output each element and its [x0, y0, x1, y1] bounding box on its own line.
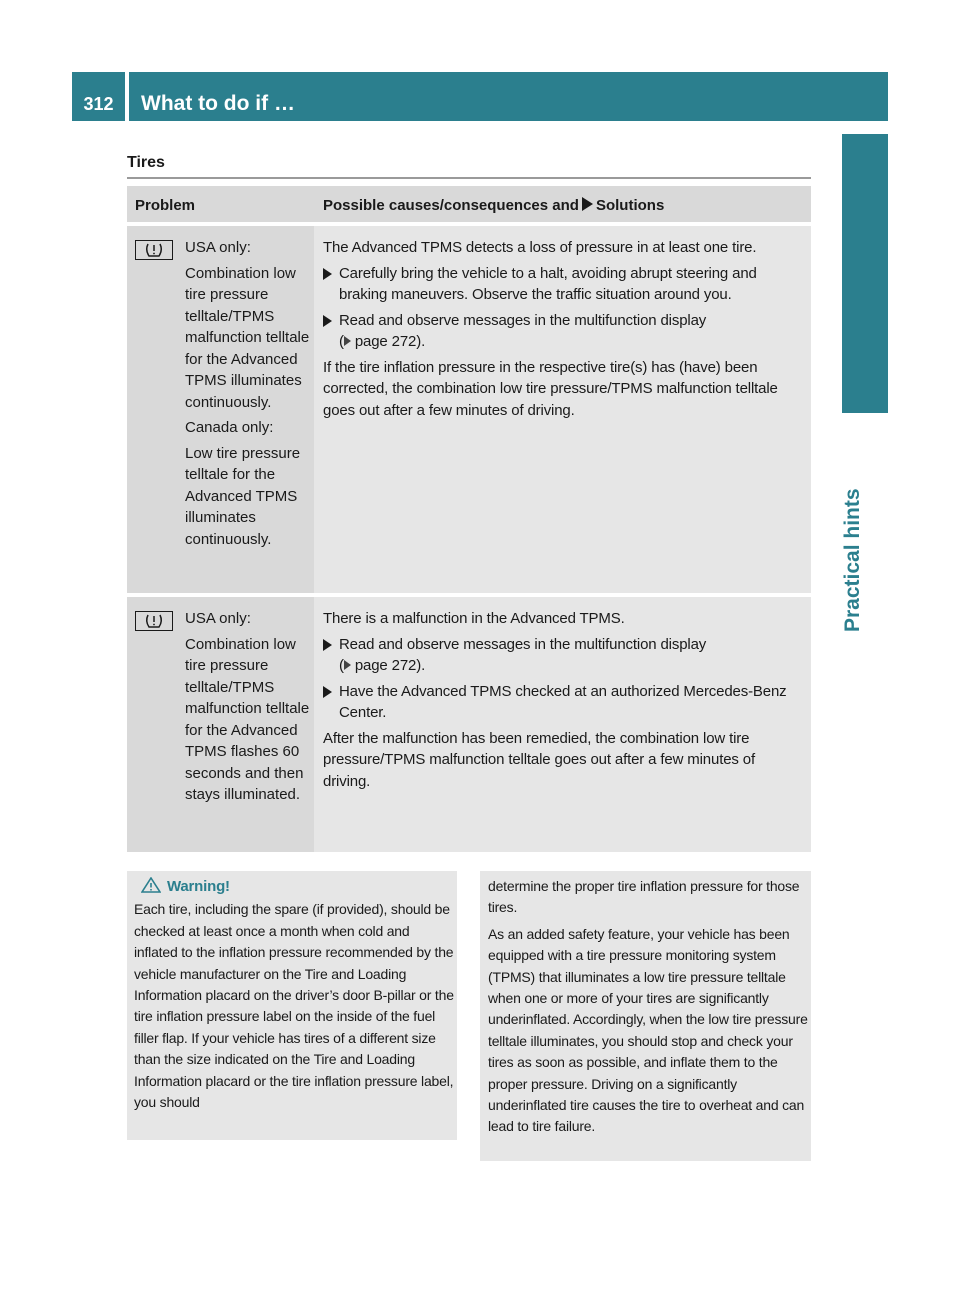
page-reference-link[interactable]: page 272). — [354, 333, 426, 350]
column-header-solutions-suffix: Solutions — [595, 197, 665, 214]
page-reference-icon — [344, 660, 351, 670]
side-tab — [841, 420, 888, 632]
action-arrow-icon — [582, 197, 593, 211]
page-reference-link[interactable]: page 272). — [354, 657, 426, 674]
warning-box-continued — [480, 871, 811, 1161]
solution-step — [323, 263, 805, 306]
action-arrow-icon — [323, 686, 332, 698]
problem-line: Combination low tire pressure telltale/TPMS malfunction telltale for the Advanced TPMS flashes 60 seconds and then stays illuminated. — [185, 635, 310, 803]
problem-text — [185, 608, 310, 810]
problem-text — [185, 237, 310, 554]
section-divider — [127, 177, 811, 179]
problem-line: Canada only: — [185, 419, 274, 436]
column-header-solutions — [323, 197, 664, 214]
warning-triangle-icon — [141, 877, 161, 893]
side-tab-label: Practical hints — [841, 488, 864, 632]
problem-table — [127, 186, 811, 852]
column-header-solutions-prefix: Possible causes/consequences and — [323, 197, 579, 214]
solution-intro: There is a malfunction in the Advanced TPMS. — [323, 610, 625, 627]
solution-outro: If the tire inflation pressure in the respective tire(s) has (have) been corrected, the combination low tire pressure/TPMS malfunction telltale goes out after a few minutes of driving. — [323, 358, 778, 419]
problem-line: Low tire pressure telltale for the Advanced TPMS illuminates continuously. — [185, 444, 301, 548]
side-tab-marker — [842, 134, 888, 413]
solution-step — [323, 681, 805, 724]
warning-text: determine the proper tire inflation pressure for those tires. — [488, 878, 800, 916]
table-row — [127, 226, 811, 593]
solution-step-text: Have the Advanced TPMS checked at an authorized Mercedes-Benz Center. — [339, 682, 787, 721]
table-row — [127, 597, 811, 852]
problem-line: Combination low tire pressure telltale/TPMS malfunction telltale for the Advanced TPMS illuminates continuously. — [185, 264, 310, 411]
solution-intro: The Advanced TPMS detects a loss of pressure in at least one tire. — [323, 239, 757, 256]
action-arrow-icon — [323, 639, 332, 651]
warning-text: As an added safety feature, your vehicle has been equipped with a tire pressure monitoring system (TPMS) that illuminates a low tire pressure telltale when one or more of your tires are significantly underinflated. Accordingly, when the low tire pressure telltale illuminates, you should stop and check your tires as soon as possible, and inflate them to the proper pressure. Driving on a significantly underinflated tire causes the tire to overheat and can lead to tire failure. — [488, 925, 808, 1135]
page-number: 312 — [72, 72, 125, 121]
solution-text — [323, 608, 805, 796]
solution-text — [323, 237, 805, 425]
tire-pressure-warning-icon — [135, 240, 173, 260]
page-reference-icon — [344, 336, 351, 346]
solution-step-text: Carefully bring the vehicle to a halt, avoiding abrupt steering and braking maneuvers. Observe the traffic situation around you. — [339, 264, 757, 303]
solution-outro: After the malfunction has been remedied, the combination low tire pressure/TPMS malfunction telltale goes out after a few minutes of driving. — [323, 729, 755, 790]
column-header-problem: Problem — [135, 197, 196, 214]
warning-title — [134, 876, 454, 897]
section-title: Tires — [127, 154, 165, 171]
tire-pressure-warning-icon — [135, 611, 173, 631]
problem-line: USA only: — [185, 239, 251, 256]
warning-text: Each tire, including the spare (if provided), should be checked at least once a month when cold and inflated to the inflation pressure recommended by the vehicle manufacturer on the Tire and Loading Information placard on the driver’s door B-pillar or the tire inflation pressure label on the inside of the fuel filler flap. If your vehicle has tires of a different size than the size indicated on the Tire and Loading Information placard or the tire inflation pressure label, you should — [134, 901, 454, 1111]
warning-title-text: Warning! — [167, 878, 230, 895]
solution-step: Read and observe messages in the multifunction display ( page 272). — [323, 310, 805, 353]
solution-step-text: Read and observe messages in the multifunction display — [339, 311, 707, 329]
problem-line: USA only: — [185, 610, 251, 627]
warning-box — [127, 871, 457, 1140]
solution-step: Read and observe messages in the multifunction display ( page 272). — [323, 634, 805, 677]
page-header — [72, 72, 888, 121]
page-title: What to do if … — [129, 72, 888, 121]
solution-step-text: Read and observe messages in the multifunction display — [339, 635, 707, 653]
table-header — [127, 186, 811, 222]
action-arrow-icon — [323, 268, 332, 280]
action-arrow-icon — [323, 315, 332, 327]
